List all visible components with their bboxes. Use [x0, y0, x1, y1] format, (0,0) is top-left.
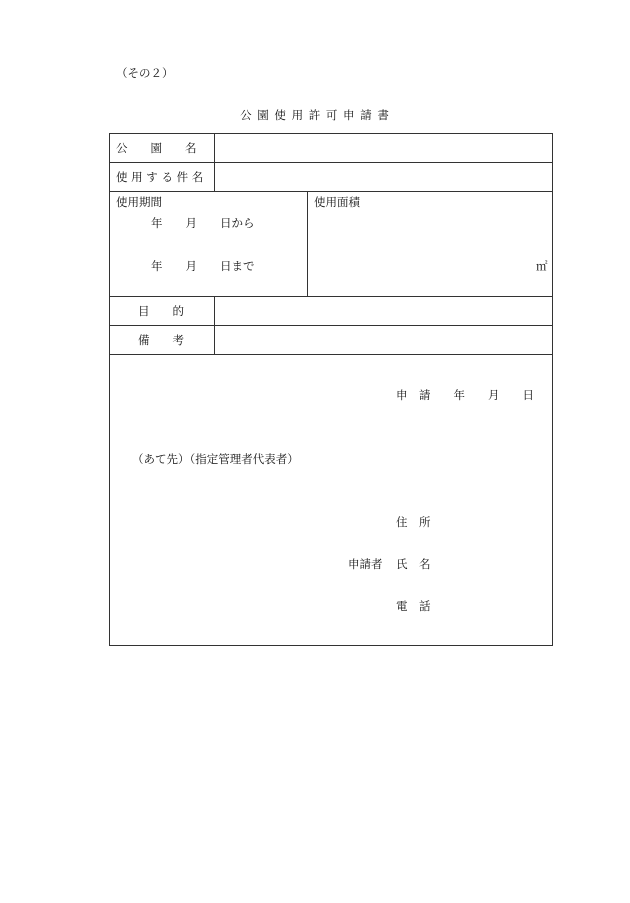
document-title: 公 園 使 用 許 可 申 請 書	[240, 108, 390, 122]
application-date[interactable]: 申 請 年 月 日	[396, 388, 534, 402]
name-field[interactable]	[442, 553, 546, 577]
area-unit: ㎡	[536, 259, 548, 273]
purpose-field[interactable]	[216, 298, 550, 324]
phone-field[interactable]	[442, 595, 546, 619]
row-divider	[110, 191, 552, 192]
park-name-label: 公 園 名	[116, 141, 197, 155]
park-name-field[interactable]	[216, 135, 550, 161]
label-column-divider	[214, 296, 215, 354]
label-column-divider	[214, 134, 215, 191]
period-area-divider	[307, 191, 308, 296]
row-divider	[110, 325, 552, 326]
subject-label: 使 用 す る 件 名	[116, 170, 204, 184]
area-field[interactable]	[310, 210, 550, 294]
application-form	[109, 133, 553, 646]
period-to[interactable]: 年 月 日まで	[151, 259, 255, 273]
series-label: （その２）	[116, 66, 174, 80]
remarks-label: 備 考	[138, 333, 184, 347]
name-label: 氏 名	[396, 557, 431, 571]
purpose-label: 目 的	[138, 304, 184, 318]
applicant-label: 申請者	[348, 557, 383, 571]
subject-field[interactable]	[216, 164, 550, 190]
addressee: （あて先）（指定管理者代表者）	[132, 452, 299, 466]
address-field[interactable]	[442, 511, 546, 535]
remarks-field[interactable]	[216, 327, 550, 353]
period-label: 使用期間	[116, 195, 162, 209]
row-divider	[110, 354, 552, 355]
address-label: 住 所	[396, 515, 431, 529]
area-label: 使用面積	[314, 195, 360, 209]
row-divider	[110, 162, 552, 163]
phone-label: 電 話	[396, 599, 431, 613]
row-divider	[110, 296, 552, 297]
period-from[interactable]: 年 月 日から	[151, 216, 255, 230]
